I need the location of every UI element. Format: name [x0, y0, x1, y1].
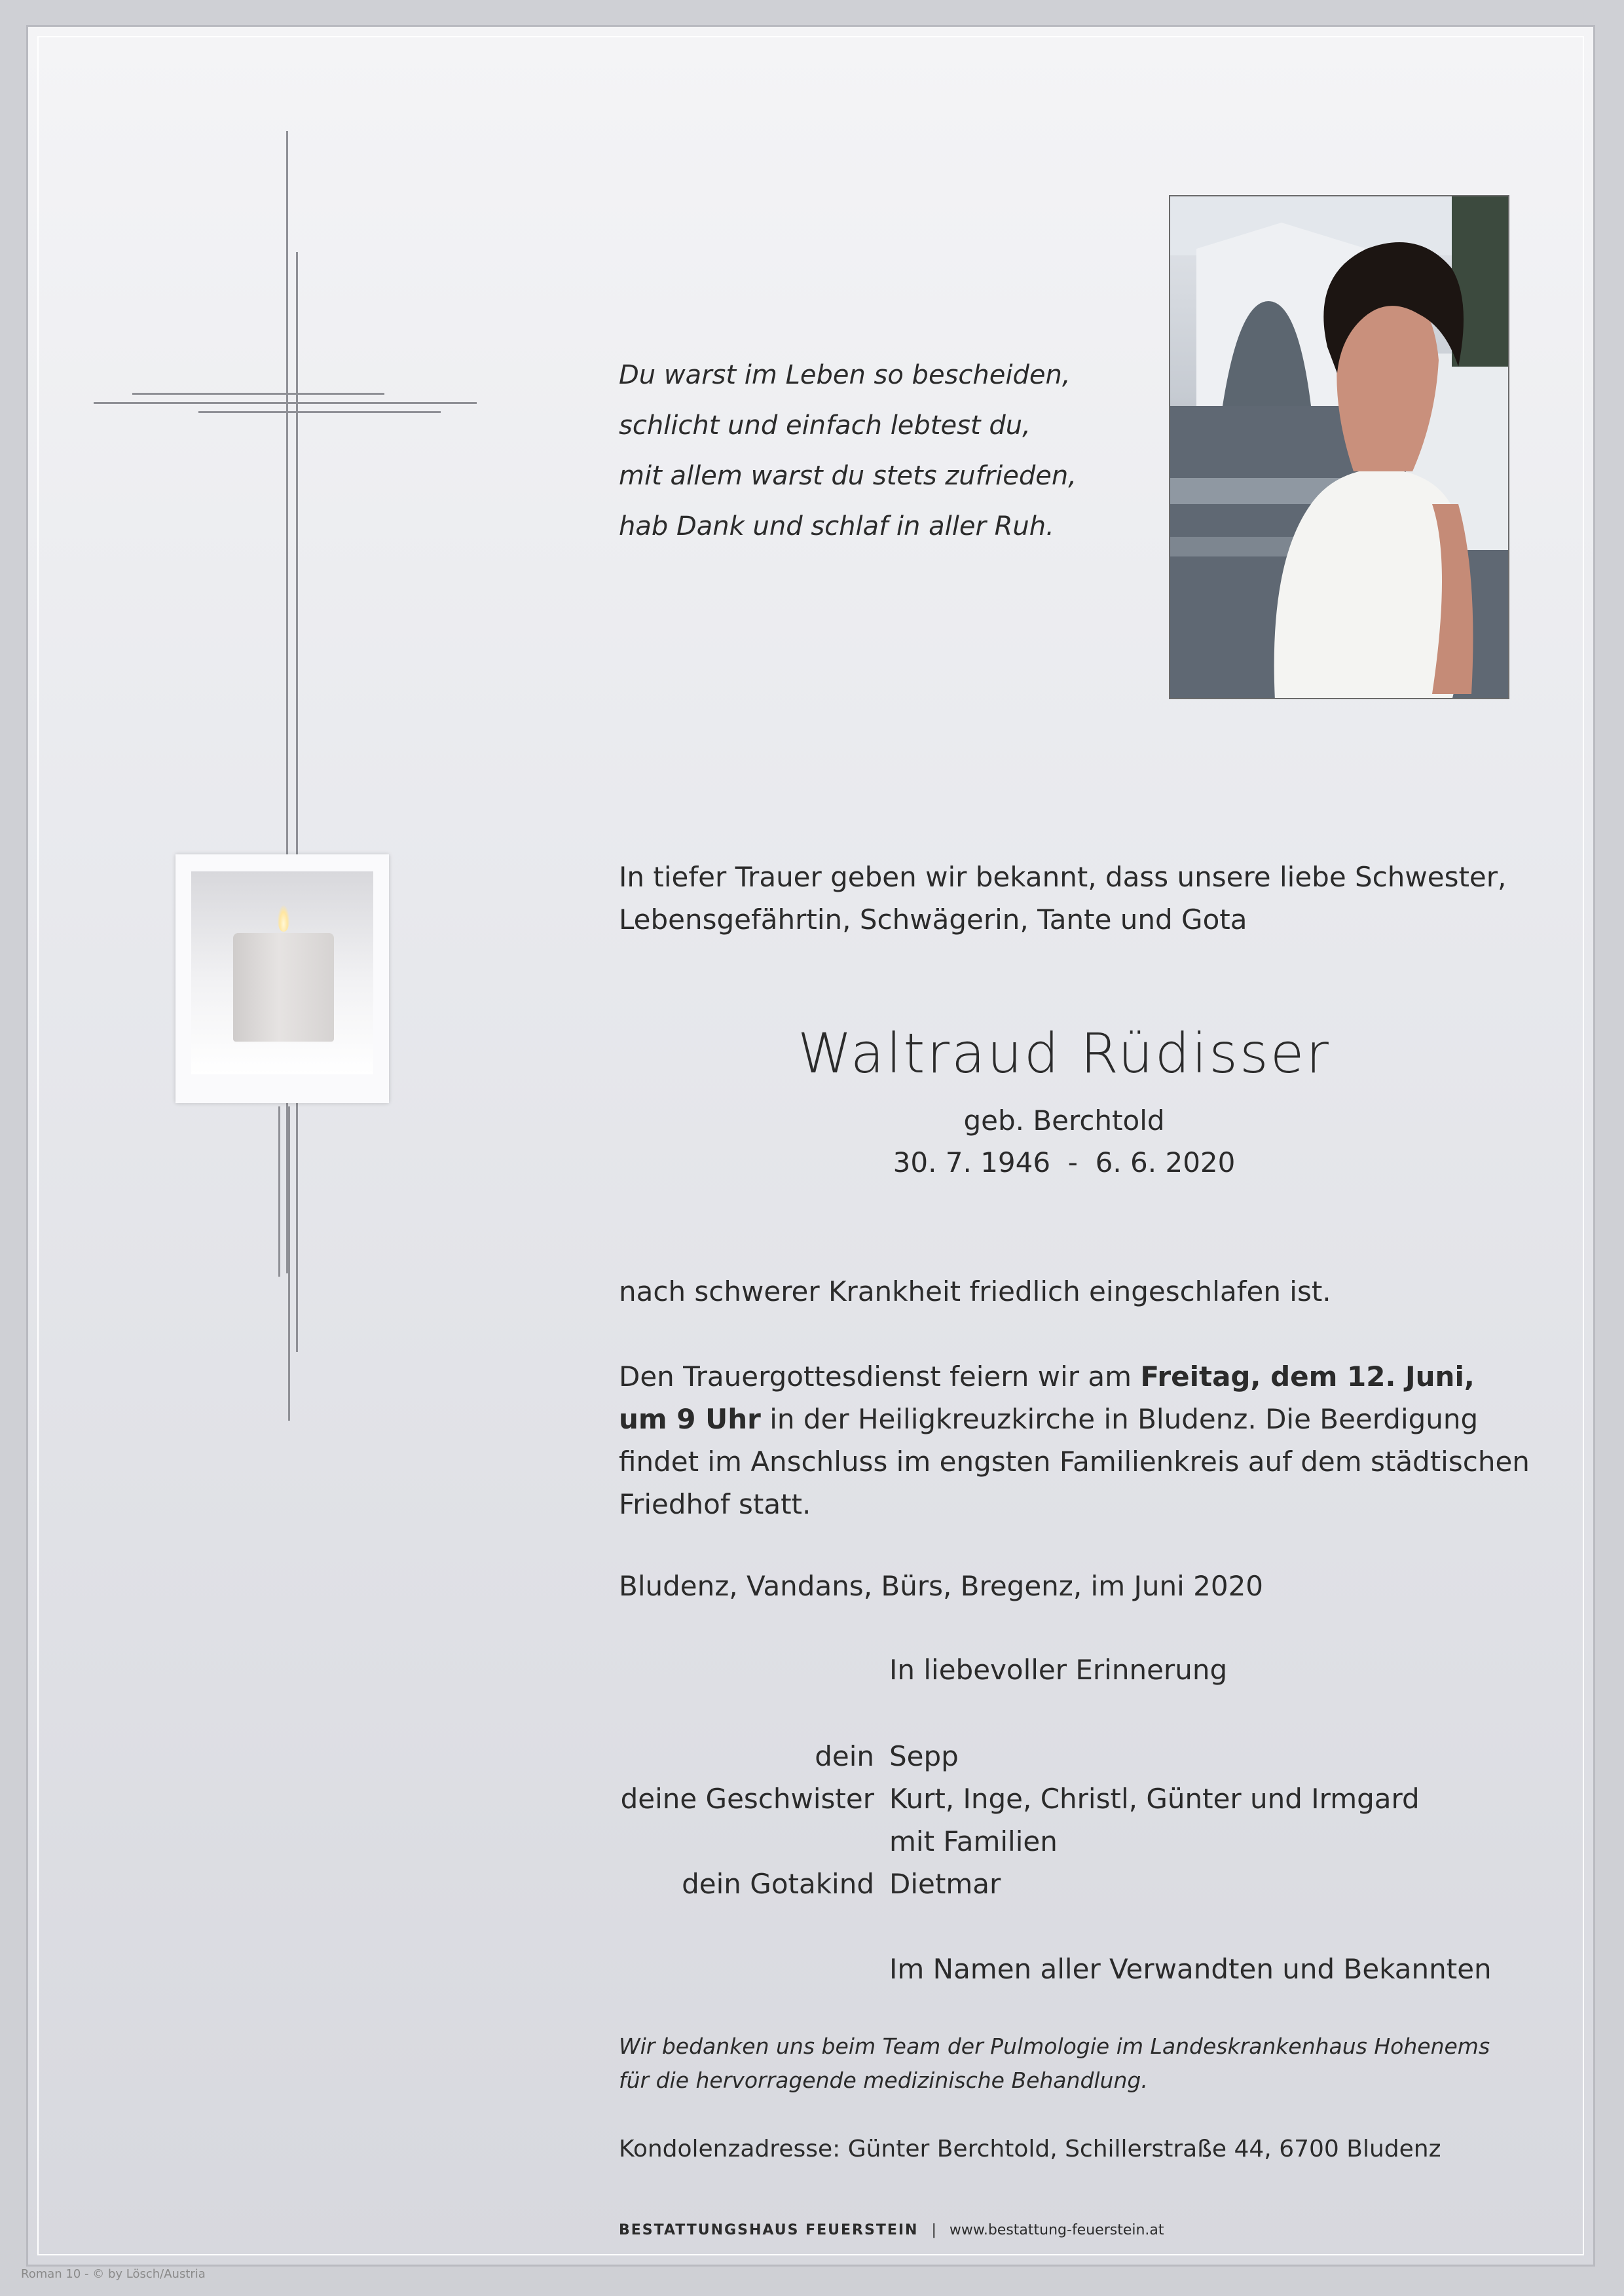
funeral-home-url[interactable]: www.bestattung-feuerstein.at — [949, 2222, 1164, 2238]
mourner-names: Kurt, Inge, Christl, Günter und Irmgard — [889, 1783, 1420, 1815]
mourner-row — [619, 1820, 1420, 1863]
mourner-relation: deine Geschwister — [620, 1783, 874, 1815]
service-line-4: Friedhof statt. — [619, 1488, 811, 1520]
thanks-line: für die hervorragende medizinische Behandlung. — [619, 2068, 1148, 2093]
portrait-photo-drawing — [1170, 196, 1509, 699]
condolence-address: Kondolenzadresse: Günter Berchtold, Schillerstraße 44, 6700 Bludenz — [619, 2136, 1441, 2162]
footer — [619, 2222, 1164, 2238]
announcement-line: Lebensgefährtin, Schwägerin, Tante und Gota — [619, 903, 1247, 936]
candle-picture-frame — [191, 871, 373, 1074]
portrait-photo — [1169, 195, 1509, 699]
poem-line: Du warst im Leben so bescheiden, — [619, 360, 1071, 390]
mourner-row — [619, 1863, 1420, 1905]
passing-text: nach schwerer Krankheit friedlich eingeschlafen ist. — [619, 1275, 1331, 1307]
poem-line: hab Dank und schlaf in aller Ruh. — [619, 511, 1054, 541]
service-pre: Den Trauergottesdienst feiern wir am — [619, 1360, 1141, 1393]
thanks-note — [619, 2030, 1490, 2098]
mourner-relation: dein Gotakind — [682, 1868, 874, 1900]
deceased-name: Waltraud Rüdisser — [798, 1021, 1331, 1085]
remembrance: In liebevoller Erinnerung — [889, 1654, 1228, 1686]
mourner-relation: dein — [815, 1740, 874, 1772]
poem — [619, 350, 1077, 552]
copyright-note: Roman 10 - © by Lösch/Austria — [21, 2267, 206, 2281]
mourner-row — [619, 1735, 1420, 1777]
funeral-home-name: BESTATTUNGSHAUS FEUERSTEIN — [619, 2222, 919, 2238]
mourners-list — [619, 1735, 1420, 1905]
deceased-details — [720, 1100, 1408, 1184]
life-dates: 30. 7. 1946 - 6. 6. 2020 — [893, 1146, 1236, 1178]
poem-line: schlicht und einfach lebtest du, — [619, 410, 1031, 441]
service-date: Freitag, dem 12. Juni, — [1140, 1360, 1475, 1393]
mourner-names: Sepp — [889, 1740, 959, 1772]
thanks-line: Wir bedanken uns beim Team der Pulmologie im Landeskrankenhaus Hohenems — [619, 2033, 1490, 2059]
announcement — [619, 856, 1506, 941]
service-time: um 9 Uhr — [619, 1403, 761, 1435]
mourner-names: mit Familien — [889, 1825, 1058, 1857]
candle-flame — [278, 905, 289, 932]
service-paragraph — [619, 1355, 1530, 1525]
mourner-row — [619, 1777, 1420, 1820]
announcement-line: In tiefer Trauer geben wir bekannt, dass unsere liebe Schwester, — [619, 861, 1507, 893]
candle-body — [233, 933, 334, 1042]
service-line-3: findet im Anschluss im engsten Familienkreis auf dem städtischen — [619, 1446, 1530, 1478]
closing-line: Im Namen aller Verwandten und Bekannten — [889, 1953, 1492, 1985]
service-line-2 — [619, 1398, 1530, 1440]
poem-line: mit allem warst du stets zufrieden, — [619, 461, 1077, 491]
mourner-relation — [619, 1820, 889, 1863]
candle-image — [175, 854, 389, 1103]
place-date: Bludenz, Vandans, Bürs, Bregenz, im Juni 2020 — [619, 1570, 1264, 1602]
service-location: in der Heiligkreuzkirche in Bludenz. Die Beerdigung — [760, 1403, 1479, 1435]
service-line-1 — [619, 1355, 1530, 1398]
birth-name: geb. Berchtold — [963, 1104, 1165, 1137]
mourner-names: Dietmar — [889, 1868, 1001, 1900]
footer-separator: | — [931, 2222, 936, 2238]
